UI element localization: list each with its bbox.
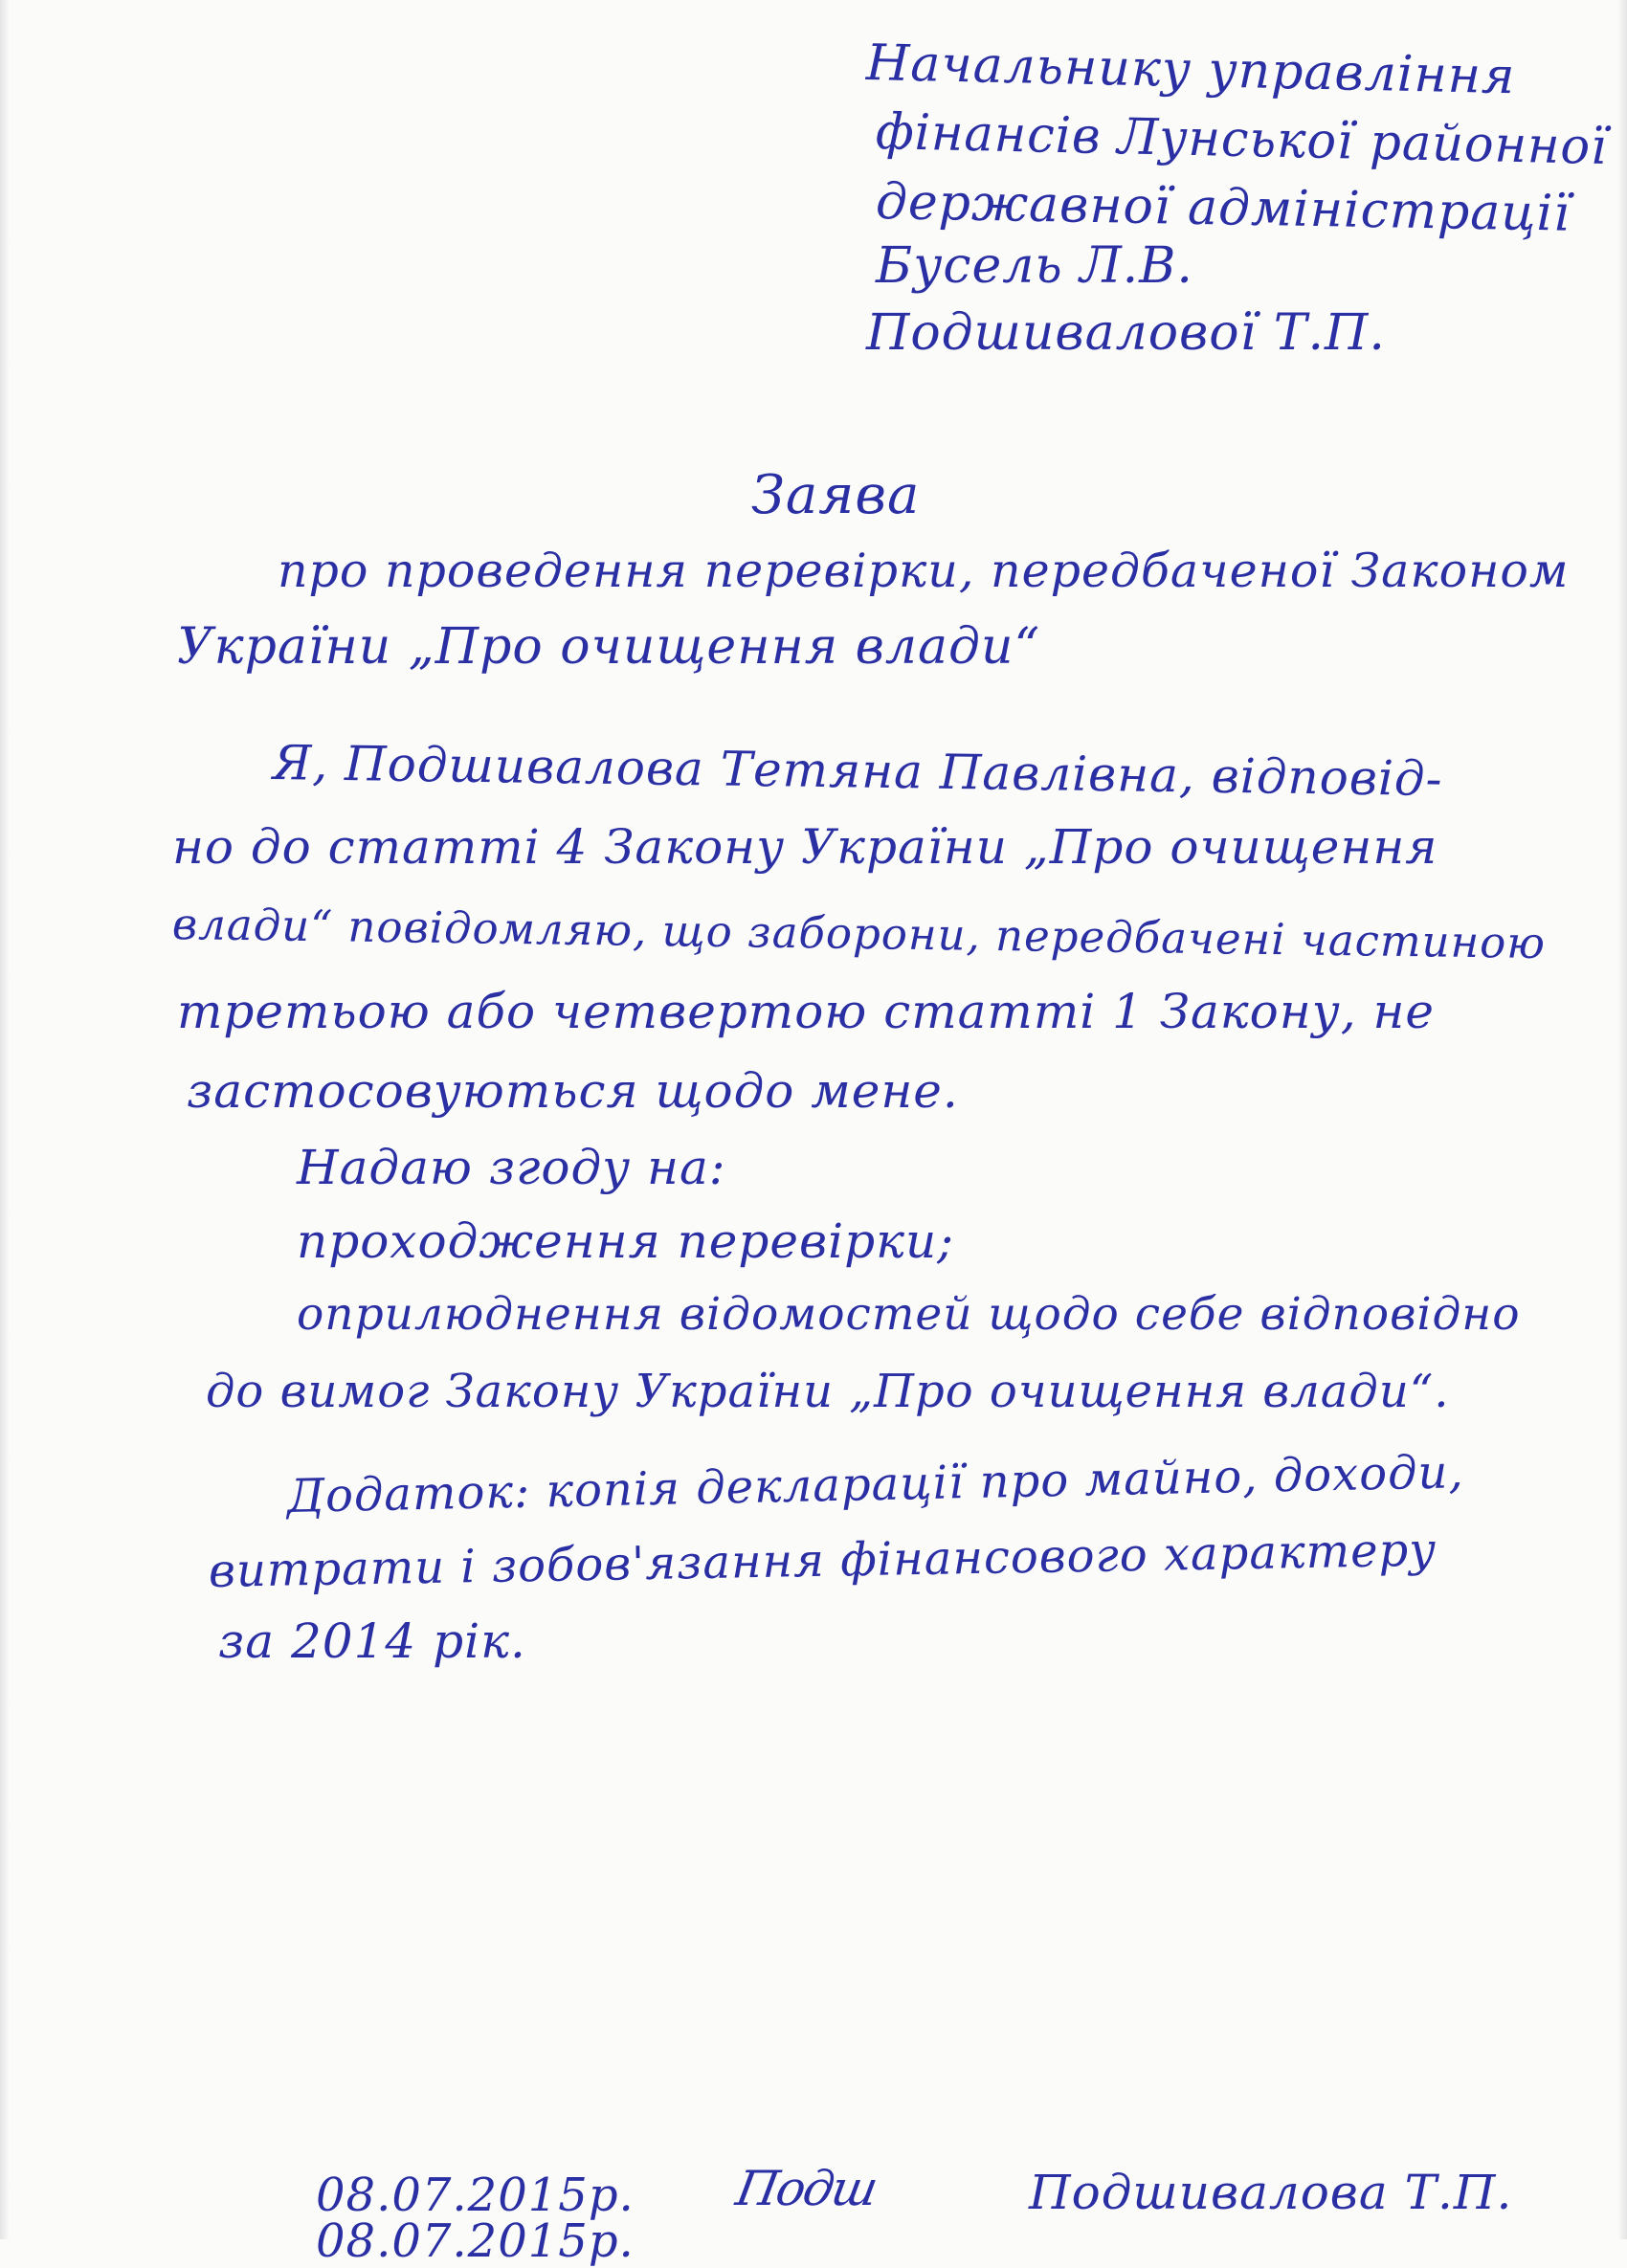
addressee-line-3: державної адміністрації (875, 173, 1571, 243)
subject-line-2: України „Про очищення влади“ (177, 618, 1041, 676)
consent-line-1: Надаю згоду на: (297, 1140, 726, 1195)
applicant-name: Подшивалової Т.П. (866, 304, 1386, 362)
body-line-4: третьою або четвертою статті 1 Закону, не (177, 984, 1436, 1039)
body-line-5: застосовуються щодо мене. (187, 1063, 959, 1119)
body-line-2: но до статті 4 Закону України „Про очищення (172, 819, 1438, 875)
addressee-line-4: Бусель Л.В. (876, 237, 1193, 295)
addressee-line-1: Начальнику управління (865, 34, 1516, 106)
body-line-3: влади“ повідомляю, що заборони, передбачені частиною (171, 899, 1547, 969)
attachment-line-2: витрати і зобов'язання фінансового характеру (208, 1523, 1438, 1598)
attachment-line-3: за 2014 рік. (218, 1613, 526, 1669)
addressee-line-2: фінансів Лунської районної (875, 103, 1608, 177)
signature: Подш (731, 2161, 880, 2216)
consent-line-2: проходження перевірки; (297, 1213, 954, 1269)
signer-name: Подшивалова Т.П. (1029, 2165, 1513, 2220)
consent-line-4: до вимог Закону України „Про очищення влади“. (206, 1365, 1450, 1418)
consent-line-3: оприлюднення відомостей щодо себе відповідно (297, 1288, 1521, 1341)
document-title: Заява (751, 464, 921, 526)
subject-line-1: про проведення перевірки, передбаченої Законом (278, 544, 1570, 598)
body-line-1: Я, Подшивалова Тетяна Павлівна, відповід- (272, 735, 1443, 808)
document-date: 08.07.2015р. (316, 2214, 635, 2268)
attachment-line-1: Додаток: копія декларації про майно, доходи, (286, 1445, 1465, 1523)
date-handwritten: 08.07.2015р. (316, 2168, 635, 2222)
